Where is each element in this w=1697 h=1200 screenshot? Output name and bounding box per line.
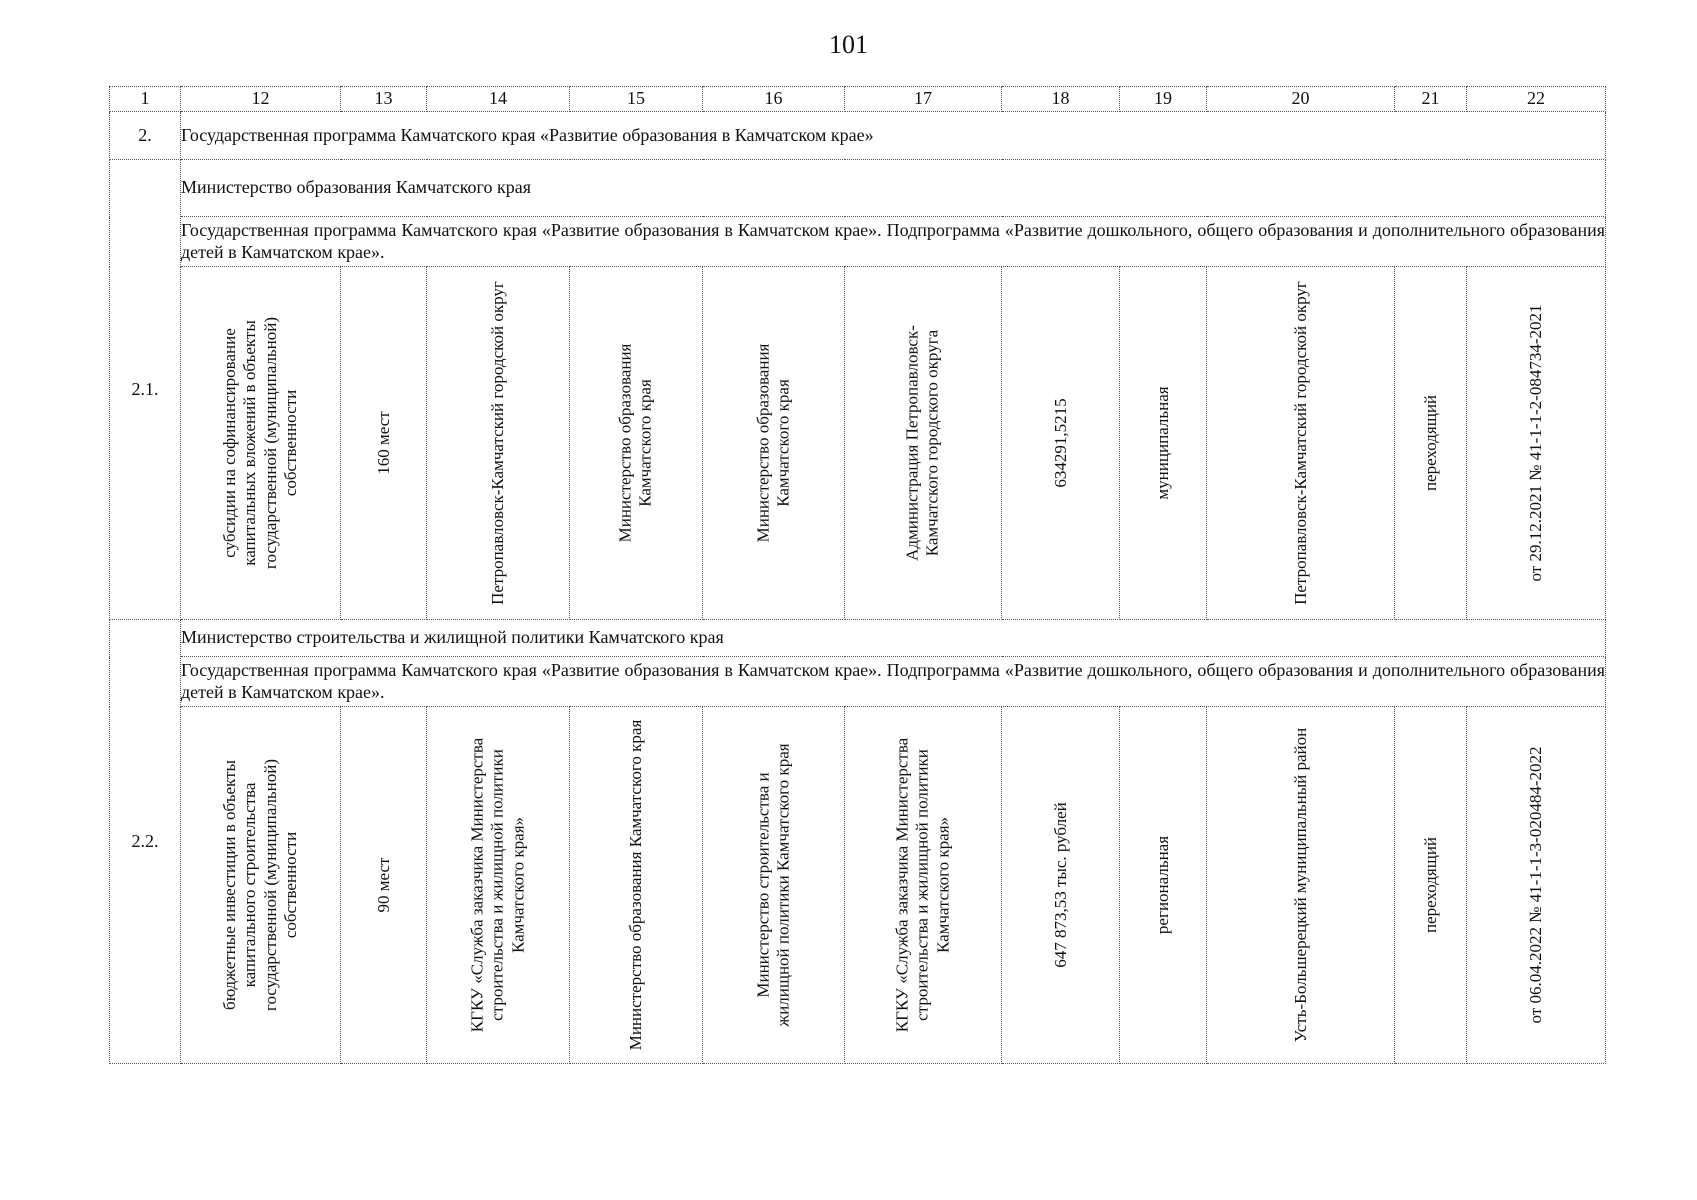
section-ministry-row	[110, 160, 1606, 217]
cell-text: Петропавловск-Камчатский городской округ	[1290, 281, 1310, 605]
cell-text: от 29.12.2021 № 41-1-1-2-084734-2021	[1525, 304, 1545, 582]
cell-text: 160 мест	[373, 411, 393, 475]
cell-text: бюджетные инвестиции в объекты капитального строительства государственной (муниципальной) собственности	[219, 758, 300, 1012]
cell-document	[1467, 707, 1606, 1064]
section-subprogram-row	[110, 657, 1606, 707]
cell-text: Петропавловск-Камчатский городской округ	[487, 281, 507, 605]
cell-text: Министерство строительства и жилищной политики Камчатского края	[753, 743, 793, 1027]
cell-text: 90 мест	[373, 857, 393, 913]
column-header: 16	[703, 87, 845, 112]
section-subprogram: Государственная программа Камчатского края «Развитие образования в Камчатском крае». Подпрограмма «Развитие дошкольного, общего образования и дополнительного образования детей в Камчатском крае».	[181, 657, 1606, 707]
cell-main-manager	[570, 707, 703, 1064]
cell-text: региональная	[1152, 835, 1172, 935]
column-header: 12	[181, 87, 341, 112]
column-header: 21	[1395, 87, 1467, 112]
cell-cost	[1002, 707, 1120, 1064]
cell-cost	[1002, 267, 1120, 620]
program-row	[110, 112, 1606, 160]
cell-ownership	[1120, 707, 1207, 1064]
column-header: 20	[1207, 87, 1395, 112]
cell-text: 647 873,53 тыс. рублей	[1050, 802, 1070, 968]
section-ministry-row	[110, 620, 1606, 657]
program-number: 2.	[110, 112, 181, 160]
cell-budget-manager	[703, 707, 845, 1064]
column-header: 17	[845, 87, 1002, 112]
column-header-row	[110, 87, 1606, 112]
section-subprogram: Государственная программа Камчатского края «Развитие образования в Камчатском крае». Подпрограмма «Развитие дошкольного, общего образования и дополнительного образования детей в Камчатском крае».	[181, 217, 1606, 267]
cell-budget-manager	[703, 267, 845, 620]
column-header: 14	[427, 87, 570, 112]
cell-text: Администрация Петропавловск-Камчатского городского округа	[902, 325, 942, 561]
cell-text: Министерство образования Камчатского края	[625, 719, 645, 1051]
cell-main-manager	[570, 267, 703, 620]
section-number: 2.1.	[110, 160, 181, 620]
column-header: 18	[1002, 87, 1120, 112]
section-number: 2.2.	[110, 620, 181, 1064]
cell-location	[1207, 707, 1395, 1064]
table-row	[110, 707, 1606, 1064]
cell-purpose	[181, 707, 341, 1064]
cell-document	[1467, 267, 1606, 620]
column-header: 15	[570, 87, 703, 112]
objects-table	[109, 86, 1606, 1064]
page-number: 101	[829, 30, 868, 59]
section-ministry: Министерство строительства и жилищной политики Камчатского края	[181, 620, 1606, 657]
cell-developer	[845, 267, 1002, 620]
cell-capacity	[341, 707, 427, 1064]
column-header: 1	[110, 87, 181, 112]
cell-text: Министерство образования Камчатского края	[615, 343, 655, 543]
cell-text: переходящий	[1420, 394, 1440, 492]
cell-text: КГКУ «Служба заказчика Министерства строительства и жилищной политики Камчатского края»	[467, 737, 528, 1033]
cell-text: от 06.04.2022 № 41-1-1-3-020484-2022	[1525, 746, 1545, 1024]
cell-text: Усть-Большерецкий муниципальный район	[1290, 727, 1310, 1043]
cell-text: переходящий	[1420, 836, 1440, 934]
cell-status	[1395, 707, 1467, 1064]
cell-text: субсидии на софинансирование капитальных вложений в объекты государственной (муниципальной) собственности	[219, 316, 300, 570]
cell-ownership	[1120, 267, 1207, 620]
section-subprogram-row	[110, 217, 1606, 267]
cell-text: Министерство образования Камчатского края	[753, 343, 793, 543]
cell-location	[1207, 267, 1395, 620]
column-header: 13	[341, 87, 427, 112]
cell-status	[1395, 267, 1467, 620]
cell-customer	[427, 707, 570, 1064]
section-ministry: Министерство образования Камчатского края	[181, 160, 1606, 217]
cell-purpose	[181, 267, 341, 620]
program-title: Государственная программа Камчатского края «Развитие образования в Камчатском крае»	[181, 112, 1606, 160]
cell-text: 634291,5215	[1050, 398, 1070, 488]
cell-text: муниципальная	[1152, 386, 1172, 500]
cell-developer	[845, 707, 1002, 1064]
cell-text: КГКУ «Служба заказчика Министерства строительства и жилищной политики Камчатского края»	[892, 737, 953, 1033]
table-row	[110, 267, 1606, 620]
cell-capacity	[341, 267, 427, 620]
cell-customer	[427, 267, 570, 620]
column-header: 22	[1467, 87, 1606, 112]
column-header: 19	[1120, 87, 1207, 112]
